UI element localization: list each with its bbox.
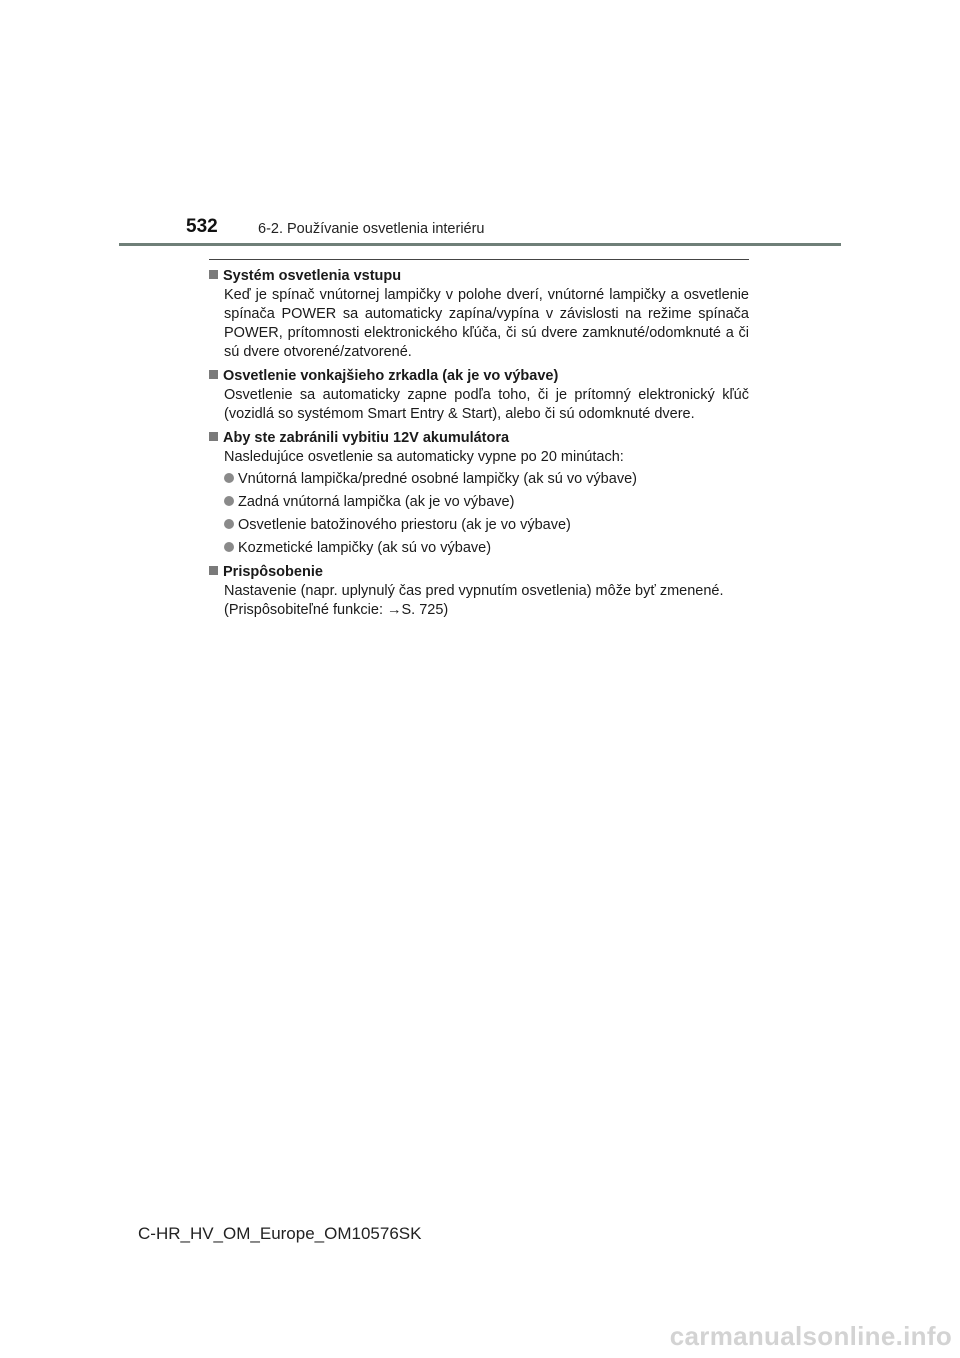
square-bullet-icon [209,270,218,279]
bullet-list [224,470,749,558]
square-bullet-icon [209,566,218,575]
cross-reference: (Prispôsobiteľné funkcie: →S. 725) [224,602,449,618]
section-battery [209,428,749,558]
heading-text: Prispôsobenie [223,564,323,580]
page-number: 532 [186,216,218,237]
section-entry-lighting [209,266,749,362]
section-text: Keď je spínač vnútornej lampičky v polohe dverí, vnútorné lampičky a osvetlenie spínača POWER sa automaticky zapína/vypína v závislosti na režime spínača POWER, prítomnosti elektronického kľúča, či sú dvere zamknuté/odomknuté a či sú dvere otvorené/zatvorené. [224,287,749,360]
list-item: Zadná vnútorná lampička (ak je vo výbave) [224,493,749,512]
section-text: Nasledujúce osvetlenie sa automaticky vypne po 20 minútach: [224,449,624,465]
square-bullet-icon [209,432,218,441]
header-divider [119,243,841,246]
list-item: Vnútorná lampička/predné osobné lampičky (ak sú vo výbave) [224,470,749,489]
section-heading [209,428,749,448]
heading-text: Aby ste zabránili vybitiu 12V akumulátora [223,430,510,446]
circle-bullet-icon [224,496,234,506]
section-customization [209,562,749,620]
watermark: carmanualsonline.info [669,1321,952,1351]
circle-bullet-icon [224,519,234,529]
heading-text: Osvetlenie vonkajšieho zrkadla (ak je vo výbave) [223,368,559,384]
list-item: Osvetlenie batožinového priestoru (ak je vo výbave) [224,516,749,535]
section-heading [209,366,749,386]
circle-bullet-icon [224,473,234,483]
list-item: Kozmetické lampičky (ak sú vo výbave) [224,539,749,558]
section-title: 6-2. Používanie osvetlenia interiéru [258,221,485,237]
content-divider [209,259,749,260]
section-mirror-lighting [209,366,749,424]
document-id: C-HR_HV_OM_Europe_OM10576SK [138,1224,422,1243]
circle-bullet-icon [224,542,234,552]
heading-text: Systém osvetlenia vstupu [223,268,402,284]
section-text: Nastavenie (napr. uplynulý čas pred vypnutím osvetlenia) môže byť zmenené. [224,583,724,599]
section-heading [209,266,749,286]
section-text: Osvetlenie sa automaticky zapne podľa toho, či je prítomný elektronický kľúč (vozidlá so systémom Smart Entry & Start), alebo či sú odomknuté dvere. [224,387,749,422]
section-heading [209,562,749,582]
square-bullet-icon [209,370,218,379]
content-area [209,259,749,624]
